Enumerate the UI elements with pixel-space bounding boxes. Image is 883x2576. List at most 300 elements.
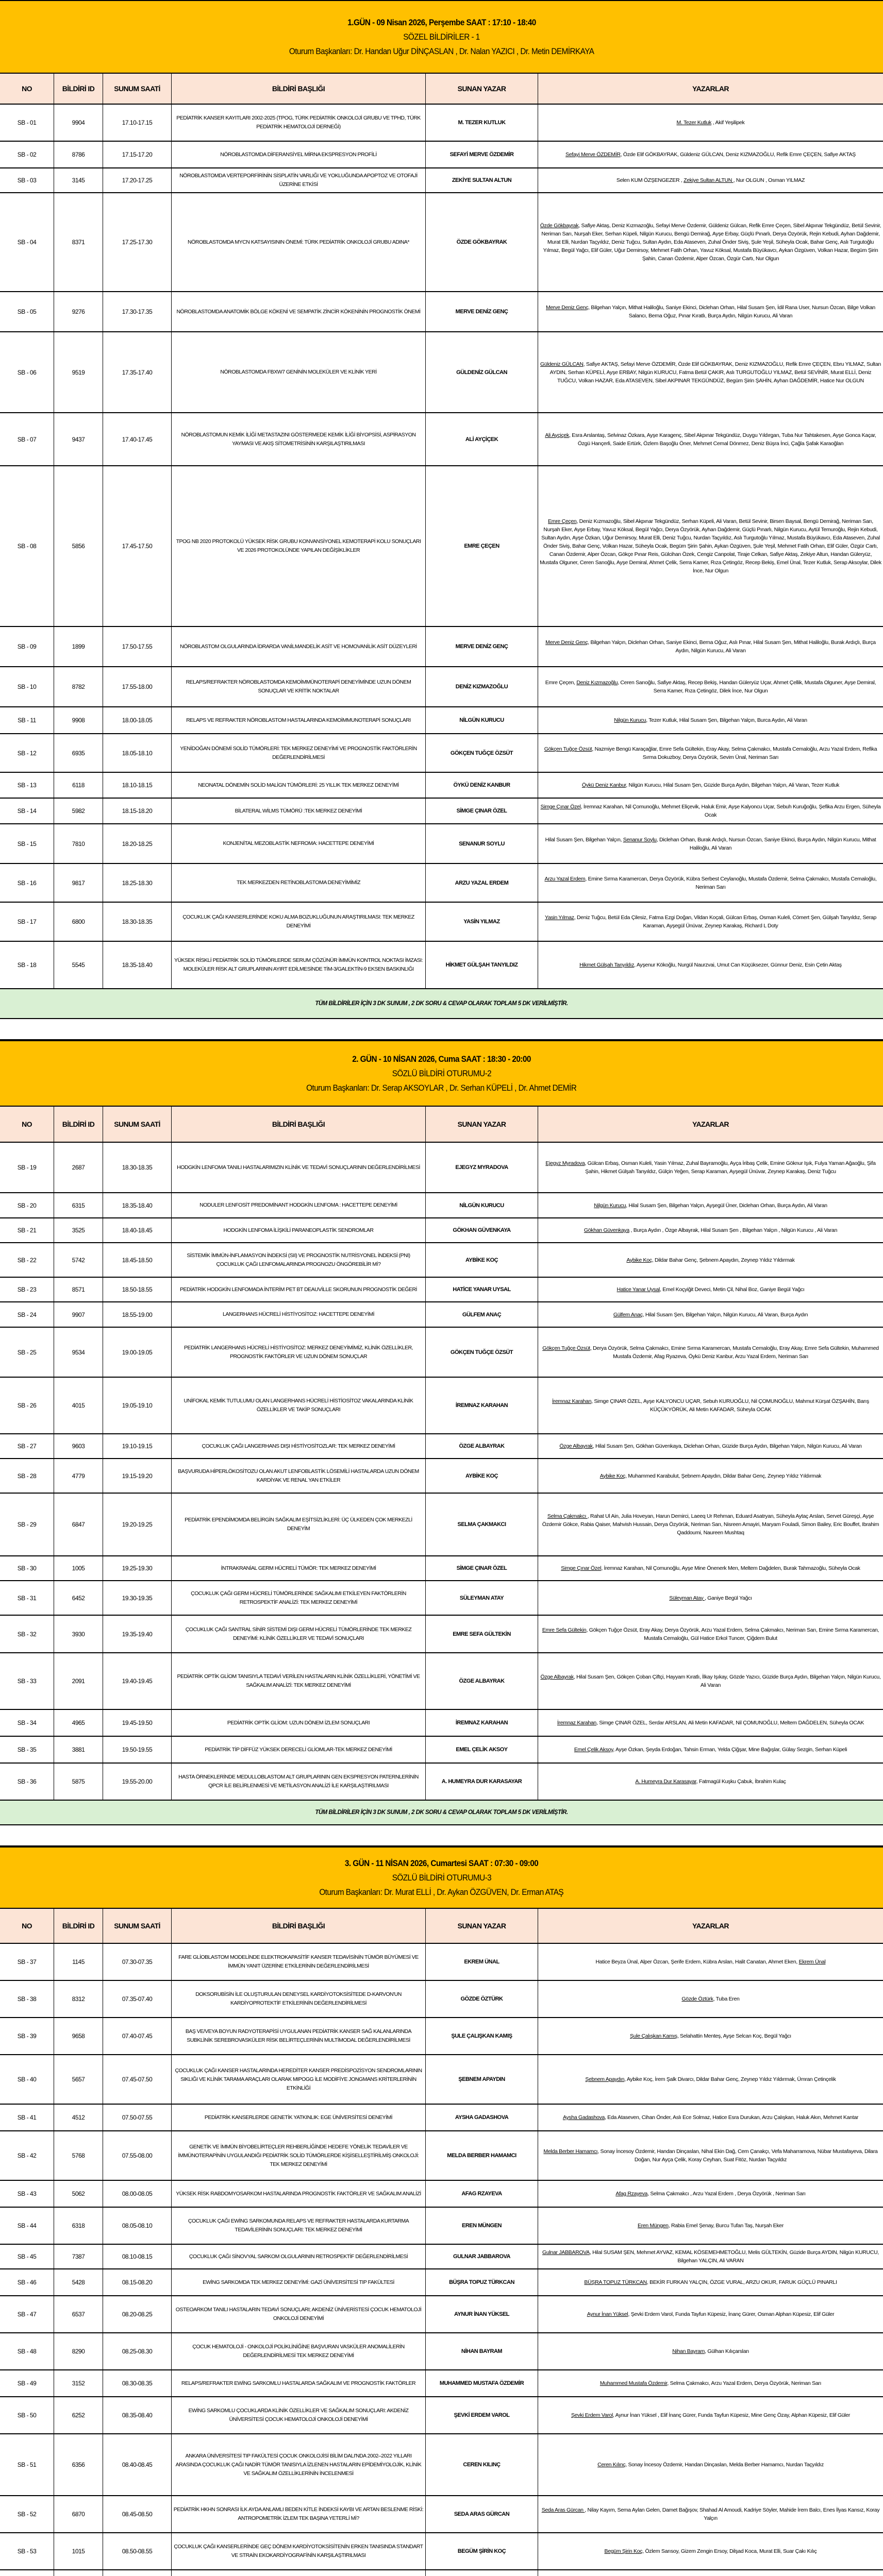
cell-authors bbox=[538, 1981, 883, 2017]
cell-abstract-id: 2091 bbox=[54, 1653, 103, 1709]
cell-no: SB - 38 bbox=[0, 1981, 54, 2017]
cell-authors bbox=[538, 193, 883, 291]
cell-time: 08.15-08.20 bbox=[103, 2269, 172, 2295]
cell-presenter: ŞULE ÇALIŞKAN KAMIŞ bbox=[426, 2018, 538, 2054]
presenting-author: Eren Müngen bbox=[637, 2223, 669, 2229]
cell-presenter: EJEGYZ MYRADOVA bbox=[426, 1143, 538, 1192]
cell-title: NEONATAL DÖNEMİN SOLİD MALİGN TÜMÖRLERİ: 25 YILLIK TEK MERKEZ DENEYİMİ bbox=[172, 773, 426, 798]
cell-presenter: İREMNAZ KARAHAN bbox=[426, 1710, 538, 1736]
cell-time: 18.10-18.15 bbox=[103, 773, 172, 798]
cell-title: NÖROBLASTOMDA DİFERANSİYEL MİRNA EKSPRESYON PROFİLİ bbox=[172, 142, 426, 167]
col-header-id: BİLDİRİ ID bbox=[54, 1909, 103, 1943]
cell-authors bbox=[538, 2208, 883, 2244]
table-row bbox=[0, 2181, 883, 2208]
cell-time: 07.50-07.55 bbox=[103, 2105, 172, 2130]
cell-authors bbox=[538, 942, 883, 988]
cell-abstract-id: 1145 bbox=[54, 1944, 103, 1980]
authors-after: , Bilgehan Yalçın, Mithat Haliloğlu, Saniye Ekinci, Diclehan Orhan, Hilal Susam Şen, İdil Rana User, Nursun Özcan, Bilge Volkan Salancı, Berna Oğuz, Pınar Kıratlı, Burça Aydın, Nilgün Kurucu, Ali Varan bbox=[588, 304, 875, 319]
cell-time: 08.25-08.30 bbox=[103, 2333, 172, 2369]
authors-after: , Akif Yeşilipek bbox=[711, 120, 745, 126]
cell-authors bbox=[538, 2296, 883, 2332]
cell-no: SB - 33 bbox=[0, 1653, 54, 1709]
cell-presenter: MELDA BERBER HAMAMCI bbox=[426, 2131, 538, 2180]
cell-title: DOKSORUBİSİN İLE OLUŞTURULAN DENEYSEL KARDİYOTOKSİSİTEDE D-KARVON'UN KARDİYOPROTEKTİF ETKİLERİNİN DEĞERLENDİRİLMESİ bbox=[172, 1981, 426, 2017]
presenting-author: İremnaz Karahan bbox=[557, 1720, 596, 1726]
cell-abstract-id: 5062 bbox=[54, 2181, 103, 2207]
col-header-title: BİLDİRİ BAŞLIĞI bbox=[172, 1107, 426, 1142]
authors-after: , Rahat Ul Ain, Julia Hoveyan, Harun Demirci, Laeeq Ur Rehman, Eduard Asatryan, Süheyla Aytaç Arslan, Servet Güreşçi, Ayşe Özdemir Gökce, Rabia Qaiser, Mahvish Hussain, Derya Özyörük, Neriman Sarı, Nisreen Amayiri, Maryam Fouladi, Simon Bailey, Eric Bouffet, Ibrahim Qaddoumi, Naureen Mushtaq bbox=[542, 1513, 879, 1536]
cell-title: YENİDOĞAN DÖNEMİ SOLİD TÜMÖRLERİ: TEK MERKEZ DENEYİMİ VE PROGNOSTİK FAKTÖRLERİN DEĞERLENDİRİLMESİ bbox=[172, 734, 426, 772]
cell-abstract-id: 1899 bbox=[54, 627, 103, 666]
cell-title: YÜKSEK RİSKLİ PEDİATRİK SOLİD TÜMÖRLERDE SERUM ÇÖZÜNÜR İMMÜN KONTROL NOKTASI İMZASI: MOLEKÜLER RİSK ALT GRUPLARININ AYIRT EDİLMESİNDE TİM-3/GALEKTİN-9 EKSEN BASKINLIĞI bbox=[172, 942, 426, 988]
authors-after: , Selma Çakmakcı, Arzu Yazal Erdem, Derya Özyörük, Neriman Sarı bbox=[667, 2380, 822, 2386]
col-header-presenter: SUNAN YAZAR bbox=[426, 1909, 538, 1943]
cell-time: 17.25-17.30 bbox=[103, 193, 172, 291]
cell-time: 08.45-08.50 bbox=[103, 2496, 172, 2532]
table-row bbox=[0, 413, 883, 466]
cell-abstract-id: 5428 bbox=[54, 2269, 103, 2295]
table-row bbox=[0, 142, 883, 168]
authors-after: , Aynur İnan Yüksel , Elif İnanç Gürer, Funda Tayfun Küpesiz, Mine Genç Özay, Alphan Küpesiz, Elif Güler bbox=[613, 2412, 851, 2418]
presenting-author: Gökçen Tuğçe Özsüt bbox=[544, 745, 592, 752]
cell-no: SB - 44 bbox=[0, 2208, 54, 2244]
cell-no: SB - 29 bbox=[0, 1494, 54, 1555]
cell-abstract-id: 4015 bbox=[54, 1378, 103, 1433]
cell-time: 19.10-19.15 bbox=[103, 1434, 172, 1458]
session-day-time: 3. GÜN - 11 NİSAN 2026, Cumartesi SAAT : 07:30 - 09:00 bbox=[344, 1858, 539, 1868]
table-row bbox=[0, 1494, 883, 1556]
presenting-author: Aybike Koç bbox=[626, 1257, 652, 1263]
cell-title: PEDİATRİK OPTİK GLİOM: UZUN DÖNEM İZLEM SONUÇLARI bbox=[172, 1710, 426, 1736]
cell-title: NÖROBLASTOMDA VERTEPORFİRİNİN SİSPLATİN VARLIĞI VE YOKLUĞUNDA APOPTOZ VE OTOFAJİ ÜZERİNE ETKİSİ bbox=[172, 168, 426, 192]
cell-abstract-id: 2687 bbox=[54, 1143, 103, 1192]
table-row bbox=[0, 707, 883, 734]
cell-abstract-id: 9658 bbox=[54, 2018, 103, 2054]
authors-after: , Esra Arslantaş, Selvinaz Özkara, Ayşe Karagenç, Sibel Akpınar Tekgündüz, Duygu Yıldırgan, Tuba Nur Tahtakesen, Ayşe Gonca Kaçar, Özgü Hançerli, Saide Ertürk, Özlem Başoğlu Öner, Mehmet Cemal Dönmez, Deniz Büşra İnci, Çağla Şafak Karaoğlan bbox=[569, 432, 876, 447]
table-row bbox=[0, 1193, 883, 1218]
cell-time: 08.05-08.10 bbox=[103, 2208, 172, 2244]
cell-title: ÇOCUKLUK ÇAĞI EWİNG SARKOMUNDA RELAPS VE REFRAKTER HASTALARDA KURTARMA TEDAVİLERİNİN SONUÇLARI: TEK MERKEZ DENEYİMİ bbox=[172, 2208, 426, 2244]
table-row bbox=[0, 1143, 883, 1193]
authors-after: , Nilay Kayım, Sema Aylan Gelen, Damet Bağışov, Shahad Al Amoudi, Kadriye Söyler, Mahide İrem Balcı, Enes İlyas Kansız, Koray Yalçın bbox=[585, 2507, 880, 2521]
table-row bbox=[0, 2018, 883, 2055]
session-header-1 bbox=[0, 0, 883, 74]
cell-abstract-id: 5856 bbox=[54, 466, 103, 626]
authors-after: , Deniz Tuğcu, Betül Eda Çilesiz, Fatma Ezgi Doğan, Vildan Koçali, Gülcan Erbaş, Osman Kuleli, Cömert Şen, Gülşah Tanyıldız, Serap Karaman, Ayşegül Ünüvar, Zeynep Karakaş, Richard L Doty bbox=[574, 914, 876, 929]
column-header-row bbox=[0, 74, 883, 105]
authors-after: , Dildar Bahar Genç, Şebnem Apaydın, Zeynep Yıldız Yıldırmak bbox=[652, 1257, 795, 1263]
cell-presenter: SEFAYİ MERVE ÖZDEMİR bbox=[426, 142, 538, 167]
cell-abstract-id: 6870 bbox=[54, 2496, 103, 2532]
cell-time: 19.20-19.25 bbox=[103, 1494, 172, 1555]
cell-abstract-id bbox=[54, 2570, 103, 2576]
table-row bbox=[0, 1556, 883, 1581]
cell-abstract-id: 6118 bbox=[54, 773, 103, 798]
cell-abstract-id: 3152 bbox=[54, 2370, 103, 2396]
table-row bbox=[0, 2055, 883, 2105]
cell-presenter: NİLGÜN KURUCU bbox=[426, 1193, 538, 1217]
cell-presenter: GÖKÇEN TUĞÇE ÖZSÜT bbox=[426, 734, 538, 772]
authors-after: , Rabia Emel Şenay, Burcu Tufan Taş, Nurşah Eker bbox=[668, 2223, 784, 2229]
col-header-presenter: SUNAN YAZAR bbox=[426, 74, 538, 104]
cell-authors bbox=[538, 2570, 883, 2576]
table-row bbox=[0, 1378, 883, 1434]
cell-presenter: SİMGE ÇINAR ÖZEL bbox=[426, 1556, 538, 1580]
authors-after: , Tuba Eren bbox=[713, 1996, 740, 2002]
authors-after: , Hilal Susam Şen, Bilgehan Yalçın, Nilgün Kurucu, Ali Varan, Burça Aydın bbox=[642, 1311, 808, 1318]
cell-abstract-id: 1005 bbox=[54, 1556, 103, 1580]
cell-no: SB - 42 bbox=[0, 2131, 54, 2180]
authors-after: , Gülcan Erbaş, Osman Kuleli, Yasin Yılmaz, Zuhal Bayramoğlu, Ayça İribaş Çelik, Emine Göknur Işık, Fulya Yaman Ağaoğlu, Şifa Şahin, Hikmet Gülşah Tanyıldız, Gülçin Yeğen, Serap Karaman, Ayşegül Ünüvar, Zeynep Karakaş, Deniz Tuğcu bbox=[585, 1160, 876, 1175]
table-row bbox=[0, 168, 883, 193]
cell-authors bbox=[538, 2269, 883, 2295]
session-chairs: Oturum Başkanları: Dr. Murat ELLİ , Dr. Aykan ÖZGÜVEN, Dr. Erman ATAŞ bbox=[319, 1887, 564, 1897]
cell-title: FARE GLİOBLASTOM MODELİNDE ELEKTROKAPASİTİF KANSER TEDAVİSİNİN TÜMÖR BÜYÜMESİ VE İMMÜN YANIT ÜZERİNE ETKİLERİNİN DEĞERLENDİRİLMESİ bbox=[172, 1944, 426, 1980]
authors-after: , Hilal SUSAM ŞEN, Mehmet AYVAZ, KEMAL KÖSEMEHMETOĞLU, Melis GÜLTEKİN, Güzide Burça AYDIN, Nilgün KURUCU, Bilgehan YALÇIN, Ali VARAN bbox=[589, 2249, 879, 2264]
authors-after: , Nazmiye Bengü Karaçağlar, Emre Sefa Gültekin, Eray Akay, Selma Çakmakcı, Mustafa Cemaloğlu, Arzu Yazal Erdem, Refika Sırma Dokuzboy, Derya Özyörük, Sevim Ünal, Neriman Sarı bbox=[592, 745, 877, 760]
authors-before: Emre Çeçen, bbox=[545, 680, 577, 686]
presenting-author: Ceren Kılınç bbox=[597, 2462, 626, 2468]
session-chairs: Oturum Başkanları: Dr. Serap AKSOYLAR , Dr. Serhan KÜPELİ , Dr. Ahmet DEMİR bbox=[306, 1082, 577, 1093]
cell-presenter: ARZU YAZAL ERDEM bbox=[426, 864, 538, 902]
table-row bbox=[0, 2533, 883, 2570]
table-row bbox=[0, 1764, 883, 1801]
authors-after: , Derya Özyörük, Selma Çakmakcı, Emine Sırma Karamercan, Mustafa Cemaloğlu, Eray Akay, Emre Sefa Gültekin, Muhammed Mustafa Özdemir, Afag Ryazeva, Öykü Deniz Kanbur, Arzu Yazal Erdem, Neriman Sarı bbox=[590, 1345, 879, 1360]
cell-title: NÖROBLASTOMDA ANATOMİK BÖLGE KÖKENİ VE SEMPATİK ZİNCİR KÖKENİNİN PROGNOSTİK ÖNEMİ bbox=[172, 292, 426, 331]
cell-title: PEDİATRİK KANSER KAYITLARI 2002-2025 (TPOG, TÜRK PEDİATRİK ONKOLOJİ GRUBU VE TPHD, TÜRK PEDİATRİK HEMATOLOJİ DERNEĞİ) bbox=[172, 105, 426, 141]
cell-no: SB - 36 bbox=[0, 1764, 54, 1800]
cell-no: SB - 31 bbox=[0, 1581, 54, 1615]
table-row bbox=[0, 824, 883, 864]
cell-abstract-id: 6318 bbox=[54, 2208, 103, 2244]
cell-presenter: GÖKHAN GÜVENKAYA bbox=[426, 1218, 538, 1242]
presenting-author: Nilgün Kurucu bbox=[594, 1202, 626, 1209]
table-row bbox=[0, 2245, 883, 2269]
cell-authors bbox=[538, 1737, 883, 1762]
cell-abstract-id: 5545 bbox=[54, 942, 103, 988]
table-row bbox=[0, 2397, 883, 2434]
col-header-title: BİLDİRİ BAŞLIĞI bbox=[172, 74, 426, 104]
cell-title: NÖROBLASTOM OLGULARINDA İDRARDA VANİLMANDELİK ASİT VE HOMOVANİLİK ASİT DÜZEYLERİ bbox=[172, 627, 426, 666]
col-header-authors: YAZARLAR bbox=[692, 1922, 729, 1930]
cell-authors bbox=[538, 1944, 883, 1980]
cell-title: ÇOCUKLUK ÇAĞI SİNOVYAL SARKOM OLGULARININ RETROSPEKTİF DEĞERLENDİRİLMESİ bbox=[172, 2245, 426, 2268]
cell-presenter bbox=[426, 2570, 538, 2576]
cell-time: 19.00-19.05 bbox=[103, 1328, 172, 1377]
cell-abstract-id: 3145 bbox=[54, 168, 103, 192]
cell-time: 07.45-07.50 bbox=[103, 2055, 172, 2104]
authors-after: , Burça Aydın , Özge Albayrak, Hilal Susam Şen , Bilgehan Yalçın , Nilgün Kurucu , Ali Varan bbox=[629, 1227, 838, 1233]
cell-time: 08.10-08.15 bbox=[103, 2245, 172, 2268]
table-row bbox=[0, 627, 883, 667]
cell-time: 19.30-19.35 bbox=[103, 1581, 172, 1615]
cell-abstract-id: 9908 bbox=[54, 707, 103, 733]
authors-after: , Fatmagül Kuşku Çabuk, İbrahim Kulaç bbox=[696, 1778, 786, 1785]
cell-authors bbox=[538, 1143, 883, 1192]
cell-presenter: SÜLEYMAN ATAY bbox=[426, 1581, 538, 1615]
cell-title: RELAPS VE REFRAKTER NÖROBLASTOM HASTALARINDA KEMOİMMUNOTERAPİ SONUÇLARI bbox=[172, 707, 426, 733]
cell-time: 07.30-07.35 bbox=[103, 1944, 172, 1980]
table-row bbox=[0, 1302, 883, 1328]
authors-before: Hilal Susam Şen, Bilgehan Yalçın, bbox=[545, 836, 623, 843]
cell-time: 18.50-18.55 bbox=[103, 1278, 172, 1301]
cell-time: 19.15-19.20 bbox=[103, 1459, 172, 1493]
cell-abstract-id: 9276 bbox=[54, 292, 103, 331]
session-note: TÜM BİLDİRİLER İÇİN 3 DK SUNUM , 2 DK SORU & CEVAP OLARAK TOPLAM 5 DK VERİLMİŞTİR. bbox=[0, 989, 883, 1019]
session-day-time: 1.GÜN - 09 Nisan 2026, Perşembe SAAT : 17:10 - 18:40 bbox=[347, 17, 536, 27]
cell-time: 08.30-08.35 bbox=[103, 2370, 172, 2396]
table-row bbox=[0, 773, 883, 799]
cell-title: NÖROBLASTOMDA MYCN KATSAYISININ ÖNEMİ: TÜRK PEDİATRİK ONKOLOJİ GRUBU ADINA* bbox=[172, 193, 426, 291]
table-row bbox=[0, 2131, 883, 2181]
table-row bbox=[0, 903, 883, 942]
cell-no: SB - 21 bbox=[0, 1218, 54, 1242]
cell-presenter: GÖZDE ÖZTÜRK bbox=[426, 1981, 538, 2017]
table-row bbox=[0, 942, 883, 989]
presenting-author: Şebnem Apaydın bbox=[585, 2076, 625, 2082]
presenting-author: Arzu Yazal Erdem bbox=[544, 875, 586, 882]
presenting-author: Melda Berber Hamamcı bbox=[543, 2148, 598, 2155]
cell-no: SB - 23 bbox=[0, 1278, 54, 1301]
cell-abstract-id: 9817 bbox=[54, 864, 103, 902]
authors-after: , Sonay İncesoy Özdemir, Handan Dinçaslan, Melda Berber Hamamcı, Nurdan Taçyıldız bbox=[625, 2462, 824, 2468]
cell-authors bbox=[538, 627, 883, 666]
cell-presenter: ALİ AYÇİÇEK bbox=[426, 413, 538, 465]
table-row bbox=[0, 1243, 883, 1278]
session-note: TÜM BİLDİRİLER İÇİN 3 DK SUNUM , 2 DK SORU & CEVAP OLARAK TOPLAM 5 DK VERİLMİŞTİR. bbox=[0, 1801, 883, 1825]
cell-time: 07.35-07.40 bbox=[103, 1981, 172, 2017]
col-header-no: NO bbox=[0, 1107, 54, 1142]
table-row bbox=[0, 734, 883, 773]
cell-title: RELAPS/REFRAKTER EWİNG SARKOMLU HASTALARDA SAĞKALIM VE PROGNOSTİK FAKTÖRLER bbox=[172, 2370, 426, 2396]
cell-abstract-id: 5875 bbox=[54, 1764, 103, 1800]
cell-title: PEDİATRİK TİP DİFFÜZ YÜKSEK DERECELİ GLİOMLAR-TEK MERKEZ DENEYİMİ bbox=[172, 1737, 426, 1762]
cell-abstract-id: 6315 bbox=[54, 1193, 103, 1217]
cell-title: TEK MERKEZDEN RETİNOBLASTOMA DENEYİMİMİZ bbox=[172, 864, 426, 902]
cell-presenter: EMEL ÇELİK AKSOY bbox=[426, 1737, 538, 1762]
cell-abstract-id: 3881 bbox=[54, 1737, 103, 1762]
cell-title: ÇOCUKLUK ÇAĞI GERM HÜCRELİ TÜMÖRLERİNDE SAĞKALIMI ETKİLEYEN FAKTÖRLERİN RETROSPEKTİF ANALİZİ: TEK MERKEZ DENEYİMİ bbox=[172, 1581, 426, 1615]
col-header-time: SUNUM SAATİ bbox=[103, 74, 172, 104]
cell-presenter: MERVE DENİZ GENÇ bbox=[426, 627, 538, 666]
cell-authors bbox=[538, 1378, 883, 1433]
cell-presenter: AYBİKE KOÇ bbox=[426, 1459, 538, 1493]
cell-title: PEDİATRİK OPTİK GLİOM TANISIYLA TEDAVİ VERİLEN HASTALARIN KLİNİK ÖZELLİKLERİ, YÖNETİMİ VE SAĞKALIM ANALİZİ: TEK MERKEZ DENEYİMİ bbox=[172, 1653, 426, 1709]
col-header-no: NO bbox=[0, 1909, 54, 1943]
cell-time: 17.30-17.35 bbox=[103, 292, 172, 331]
cell-no: SB - 48 bbox=[0, 2333, 54, 2369]
cell-presenter: AYBİKE KOÇ bbox=[426, 1243, 538, 1277]
cell-abstract-id: 6847 bbox=[54, 1494, 103, 1555]
cell-time: 18.35-18.40 bbox=[103, 1193, 172, 1217]
presenting-author: Gülfem Anaç bbox=[613, 1311, 643, 1318]
cell-no: SB - 47 bbox=[0, 2296, 54, 2332]
cell-no: SB - 20 bbox=[0, 1193, 54, 1217]
authors-after: , Ayşenur Kökoğlu, Nurgül Naurzvai, Umut Can Küçüksezer, Günnur Deniz, Esin Çetin Aktaş bbox=[634, 962, 842, 968]
presenting-author: Emre Sefa Gültekin bbox=[542, 1626, 587, 1633]
cell-time: 18.35-18.40 bbox=[103, 942, 172, 988]
authors-after: , Tezer Kutluk, Hilal Susam Şen, Bilgehan Yalçın, Burca Aydın, Ali Varan bbox=[646, 717, 807, 723]
cell-authors bbox=[538, 1193, 883, 1217]
cell-no: SB - 28 bbox=[0, 1459, 54, 1493]
table-row bbox=[0, 1581, 883, 1616]
cell-authors bbox=[538, 1302, 883, 1327]
cell-no: SB - 35 bbox=[0, 1737, 54, 1762]
cell-abstract-id: 8290 bbox=[54, 2333, 103, 2369]
cell-no: SB - 40 bbox=[0, 2055, 54, 2104]
cell-abstract-id: 6252 bbox=[54, 2397, 103, 2433]
cell-presenter: HATİCE YANAR UYSAL bbox=[426, 1278, 538, 1301]
presenting-author: Emel Çelik Aksoy bbox=[574, 1747, 613, 1753]
cell-time: 18.30-18.35 bbox=[103, 903, 172, 941]
cell-authors bbox=[538, 168, 883, 192]
cell-abstract-id: 9437 bbox=[54, 413, 103, 465]
table-row bbox=[0, 1710, 883, 1737]
table-row bbox=[0, 466, 883, 627]
cell-presenter: SELMA ÇAKMAKCI bbox=[426, 1494, 538, 1555]
cell-time: 17.20-17.25 bbox=[103, 168, 172, 192]
table-row bbox=[0, 1981, 883, 2018]
cell-no: SB - 19 bbox=[0, 1143, 54, 1192]
authors-after: , Nur OLGUN , Osman YILMAZ bbox=[733, 177, 805, 183]
authors-before: Selen KUM ÖZŞENGEZER , bbox=[616, 177, 684, 183]
authors-after: , Simge ÇINAR ÖZEL, Ayşe KALYONCU UÇAR, Sebuh KURUOĞLU, Nil ÇOMUNOĞLU, Mahmut Kürşat ÖZŞAHİN, Barış KÜÇÜKYÖRÜK, Ali Metin KAFADAR, Süheyla OCAK bbox=[591, 1398, 869, 1413]
cell-title: PEDİATRİK HKHN SONRASI İLK AYDA ANLAMLI BEDEN KİTLE İNDEKSİ KAYBI VE ARTAN BESLENME RİSKİ: ANTROPOMETRİK İZLEM TEK BAŞINA YETERLİ Mİ? bbox=[172, 2496, 426, 2532]
cell-title: KONJENİTAL MEZOBLASTİK NEFROMA: HACETTEPE DENEYİMİ bbox=[172, 824, 426, 863]
cell-authors bbox=[538, 667, 883, 706]
presenting-author: İremnaz Karahan bbox=[552, 1398, 592, 1404]
col-header-time: SUNUM SAATİ bbox=[103, 1107, 172, 1142]
cell-authors bbox=[538, 2496, 883, 2532]
cell-abstract-id: 4965 bbox=[54, 1710, 103, 1736]
col-header-no: NO bbox=[0, 74, 54, 104]
authors-after: , Hilal Susam Şen, Bilgehan Yalçın, Ayşegül Üner, Diclehan Orhan, Burça Aydın, Ali Varan bbox=[626, 1202, 827, 1209]
cell-no: SB - 03 bbox=[0, 168, 54, 192]
session-header-3 bbox=[0, 1846, 883, 1909]
authors-after: , Gökçen Tuğçe Özsüt, Eray Akay, Derya Özyörük, Arzu Yazal Erdem, Selma Çakmakcı, Neriman Sarı, Emine Sırma Karamercan, Mustafa Cemaloğlu, Gül Hatice Erkol Tuncer, Çiğdem Bulut bbox=[586, 1626, 879, 1641]
cell-no: SB - 06 bbox=[0, 332, 54, 412]
section-spacer bbox=[0, 1825, 883, 1846]
table-row bbox=[0, 1328, 883, 1378]
presenting-author: Senanur Soylu bbox=[623, 836, 657, 843]
cell-time: 17.45-17.50 bbox=[103, 466, 172, 626]
cell-presenter: A. HUMEYRA DUR KARASAYAR bbox=[426, 1764, 538, 1800]
authors-after: , İremnaz Karahan, Nil Çomunoğlu, Mehmet Eliçevik, Haluk Emir, Ayşe Kalyoncu Uçar, Sebuh Kuruğoğlu, Şefika Arzu Ergen, Süheyla Ocak bbox=[580, 804, 881, 818]
cell-presenter: BÜŞRA TOPUZ TÜRKCAN bbox=[426, 2269, 538, 2295]
cell-no: SB - 30 bbox=[0, 1556, 54, 1580]
presenting-author: Nilgün Kurucu bbox=[614, 717, 646, 723]
cell-title: ANKARA ÜNİVERSİTESİ TIP FAKÜLTESİ ÇOCUK ONKOLOJİSİ BİLİM DALI'NDA 2002–2022 YILLARI ARASINDA ÇOCUKLUK ÇAĞI NADİR TÜMÖR TANISIYLA İZLENEN HASTALARIN EPİDEMİYOLOJİK, KLİNİK VE SAĞKALIM ÖZELLİKLERİNİN İNCELENMESİ bbox=[172, 2434, 426, 2495]
table-row bbox=[0, 1737, 883, 1764]
session-name: SÖZEL BİLDİRİLER - 1 bbox=[403, 31, 480, 42]
cell-time: 19.35-19.40 bbox=[103, 1616, 172, 1652]
cell-time: 18.30-18.35 bbox=[103, 1143, 172, 1192]
cell-abstract-id: 8786 bbox=[54, 142, 103, 167]
cell-no: SB - 15 bbox=[0, 824, 54, 863]
cell-authors bbox=[538, 2245, 883, 2268]
cell-authors bbox=[538, 2181, 883, 2207]
cell-presenter: MUHAMMED MUSTAFA ÖZDEMİR bbox=[426, 2370, 538, 2396]
cell-title: SİSTEMİK İMMÜN-İNFLAMASYON İNDEKSİ (SII) VE PROGNOSTİK NUTRİSYONEL İNDEKSİ (PNI) ÇOCUKLUK ÇAĞI LENFOMALARINDA PROGNOZU ÖNGÖREBİLİR Mİ? bbox=[172, 1243, 426, 1277]
authors-after: , Özde Elif GÖKBAYRAK, Güldeniz GÜLCAN, Deniz KIZMAZOĞLU, Refik Emre ÇEÇEN, Safiye AKTAŞ bbox=[620, 151, 856, 158]
col-header-time: SUNUM SAATİ bbox=[103, 1909, 172, 1943]
authors-after: , Safiye Aktaş, Deniz Kızmazoğlu, Sefayi Merve Özdemir, Güldeniz Gülcan, Refik Emre Çeçen, Sibel Akpınar Tekgündüz, Betül Sevinir, Neriman Sarı, Nurşah Eker, Serhan Küpeli, Nilgün Kurucu, Bengü Demirağ, Ayşe Erbay, Güçlü Pınarlı, Derya Özyörük, Rejin Kebudi, Ayhan Dağdemir, Murat Elli, Nurdan Taçyıldız, Deniz Tuğcu, Sultan Aydın, Eda Ataseven, Zuhal Önder Siviş, Şule Yeşil, Süheyla Ocak, Bahar Genç, Aslı Turgutoğlu Yılmaz, Begül Yağcı, Elif Güler, Uğur Demirsoy, Mehmet Fatih Orhan, Yavuz Köksal, Mustafa Büyükavcı, Aykan Özgüven, Volkan Hazar, Begüm Şirin Şahin, Canan Özdemir, Alper Özcan, Özgür Cartı, Nur Olgun bbox=[541, 223, 881, 262]
session-name: SÖZLÜ BİLDİRİ OTURUMU-2 bbox=[392, 1068, 491, 1078]
cell-title: PEDİATRİK EPENDİMOMDA BELİRGİN SAĞKALIM EŞİTSİZLİKLERİ: ÜÇ ÜLKEDEN ÇOK MERKEZLİ DENEYİM bbox=[172, 1494, 426, 1555]
authors-after: , Simge ÇINAR ÖZEL, Serdar ARSLAN, Ali Metin KAFADAR, Nil ÇOMUNOĞLU, Meltem DAĞDELEN, Süheyla OCAK bbox=[596, 1720, 864, 1726]
cell-no: SB - 52 bbox=[0, 2496, 54, 2532]
cell-presenter: YASİN YILMAZ bbox=[426, 903, 538, 941]
cell-authors bbox=[538, 1764, 883, 1800]
presenting-author: Ali Ayçiçek bbox=[545, 432, 570, 438]
table-row bbox=[0, 2296, 883, 2333]
cell-title: BAŞ VE/VEYA BOYUN RADYOTERAPİSİ UYGULANAN PEDİATRİK KANSER SAĞ KALANLARINDA SUBKLİNİK SEREBROVASKÜLER RİSK BELİRTEÇLERİNİN MULTİMODAL DEĞERLENDİRİLMESİ bbox=[172, 2018, 426, 2054]
presenting-author: Şevki Erdem Varol bbox=[571, 2412, 613, 2418]
cell-time: 17.40-17.45 bbox=[103, 413, 172, 465]
cell-authors bbox=[538, 1459, 883, 1493]
cell-title: GENETİK VE İMMÜN BİYOBELİRTEÇLER REHBERLİĞİNDE HEDEFE YÖNELİK TEDAVİLER VE İMMÜNOTERAPİNİN UYGULANDIĞI PEDİATRİK SOLİD TÜMÖRLERDE KİŞİSELLEŞTİRİLMİŞ ONKOLOJİ: TEK MERKEZ DENEYİMİ bbox=[172, 2131, 426, 2180]
cell-authors bbox=[538, 2434, 883, 2495]
col-header-presenter: SUNAN YAZAR bbox=[426, 1107, 538, 1142]
authors-after: , İremnaz Karahan, Nil Çomunoğlu, Ayşe Mine Önenerk Men, Meltem Dağdelen, Burak Tahmazoğlu, Süheyla Ocak bbox=[601, 1565, 860, 1571]
presenting-author: Güldeniz GÜLCAN bbox=[540, 361, 584, 367]
cell-presenter: AFAG RZAYEVA bbox=[426, 2181, 538, 2207]
cell-time: 19.25-19.30 bbox=[103, 1556, 172, 1580]
cell-time: 18.55-19.00 bbox=[103, 1302, 172, 1327]
cell-authors bbox=[538, 824, 883, 863]
cell-no: SB - 10 bbox=[0, 667, 54, 706]
cell-presenter: EMRE ÇEÇEN bbox=[426, 466, 538, 626]
cell-abstract-id: 8782 bbox=[54, 667, 103, 706]
cell-title: PEDİATRİK HODGKİN LENFOMADA İNTERİM PET BT DEAUVİLLE SKORUNUN PROGNOSTİK DEĞERİ bbox=[172, 1278, 426, 1301]
presenting-author: Gökçen Tuğçe Özsüt bbox=[542, 1345, 590, 1351]
cell-abstract-id: 1015 bbox=[54, 2533, 103, 2569]
cell-authors bbox=[538, 1434, 883, 1458]
table-row bbox=[0, 1459, 883, 1494]
cell-presenter: EKREM ÜNAL bbox=[426, 1944, 538, 1980]
cell-no: SB - 17 bbox=[0, 903, 54, 941]
cell-abstract-id: 5657 bbox=[54, 2055, 103, 2104]
authors-after: , Sonay İncesoy Özdemir, Handan Dinçaslan, Nihal Ekin Dağ, Cem Çanakçı, Vefa Maharramova, Nübar Mustafayeva, Dilara Doğan, Nur Ayça Çelik, Koray Ceyhan, Suat Fitöz, Nurdan Taçyıldız bbox=[597, 2148, 878, 2163]
cell-time: 18.25-18.30 bbox=[103, 864, 172, 902]
cell-no: SB - 37 bbox=[0, 1944, 54, 1980]
cell-title: YÜKSEK RİSK RABDOMYOSARKOM HASTALARINDA PROGNOSTİK FAKTÖRLER VE SAĞKALIM ANALİZİ bbox=[172, 2181, 426, 2207]
cell-authors bbox=[538, 1616, 883, 1652]
cell-no: SB - 07 bbox=[0, 413, 54, 465]
presenting-author: Emre Çeçen bbox=[548, 518, 577, 524]
presenting-author: Özde Gökbayrak bbox=[540, 223, 579, 229]
cell-authors bbox=[538, 734, 883, 772]
cell-no: SB - 09 bbox=[0, 627, 54, 666]
presenting-author: Öykü Deniz Kanbur bbox=[581, 782, 626, 788]
cell-presenter: SİMGE ÇINAR ÖZEL bbox=[426, 799, 538, 823]
cell-presenter: M. TEZER KUTLUK bbox=[426, 105, 538, 141]
cell-time: 19.40-19.45 bbox=[103, 1653, 172, 1709]
cell-time: 17.10-17.15 bbox=[103, 105, 172, 141]
cell-abstract-id: 9534 bbox=[54, 1328, 103, 1377]
cell-no: SB - 18 bbox=[0, 942, 54, 988]
cell-abstract-id: 5742 bbox=[54, 1243, 103, 1277]
cell-time: 08.40-08.45 bbox=[103, 2434, 172, 2495]
presenting-author: Şule Çalışkan Kamış bbox=[630, 2033, 677, 2039]
cell-time: 07.40-07.45 bbox=[103, 2018, 172, 2054]
cell-title bbox=[172, 2570, 426, 2576]
cell-presenter: ZEKİYE SULTAN ALTUN bbox=[426, 168, 538, 192]
cell-no: SB - 32 bbox=[0, 1616, 54, 1652]
presenting-author: Merve Deniz Genç bbox=[546, 304, 589, 311]
presenting-author: Nihan Bayram bbox=[672, 2348, 705, 2354]
cell-no: SB - 04 bbox=[0, 193, 54, 291]
